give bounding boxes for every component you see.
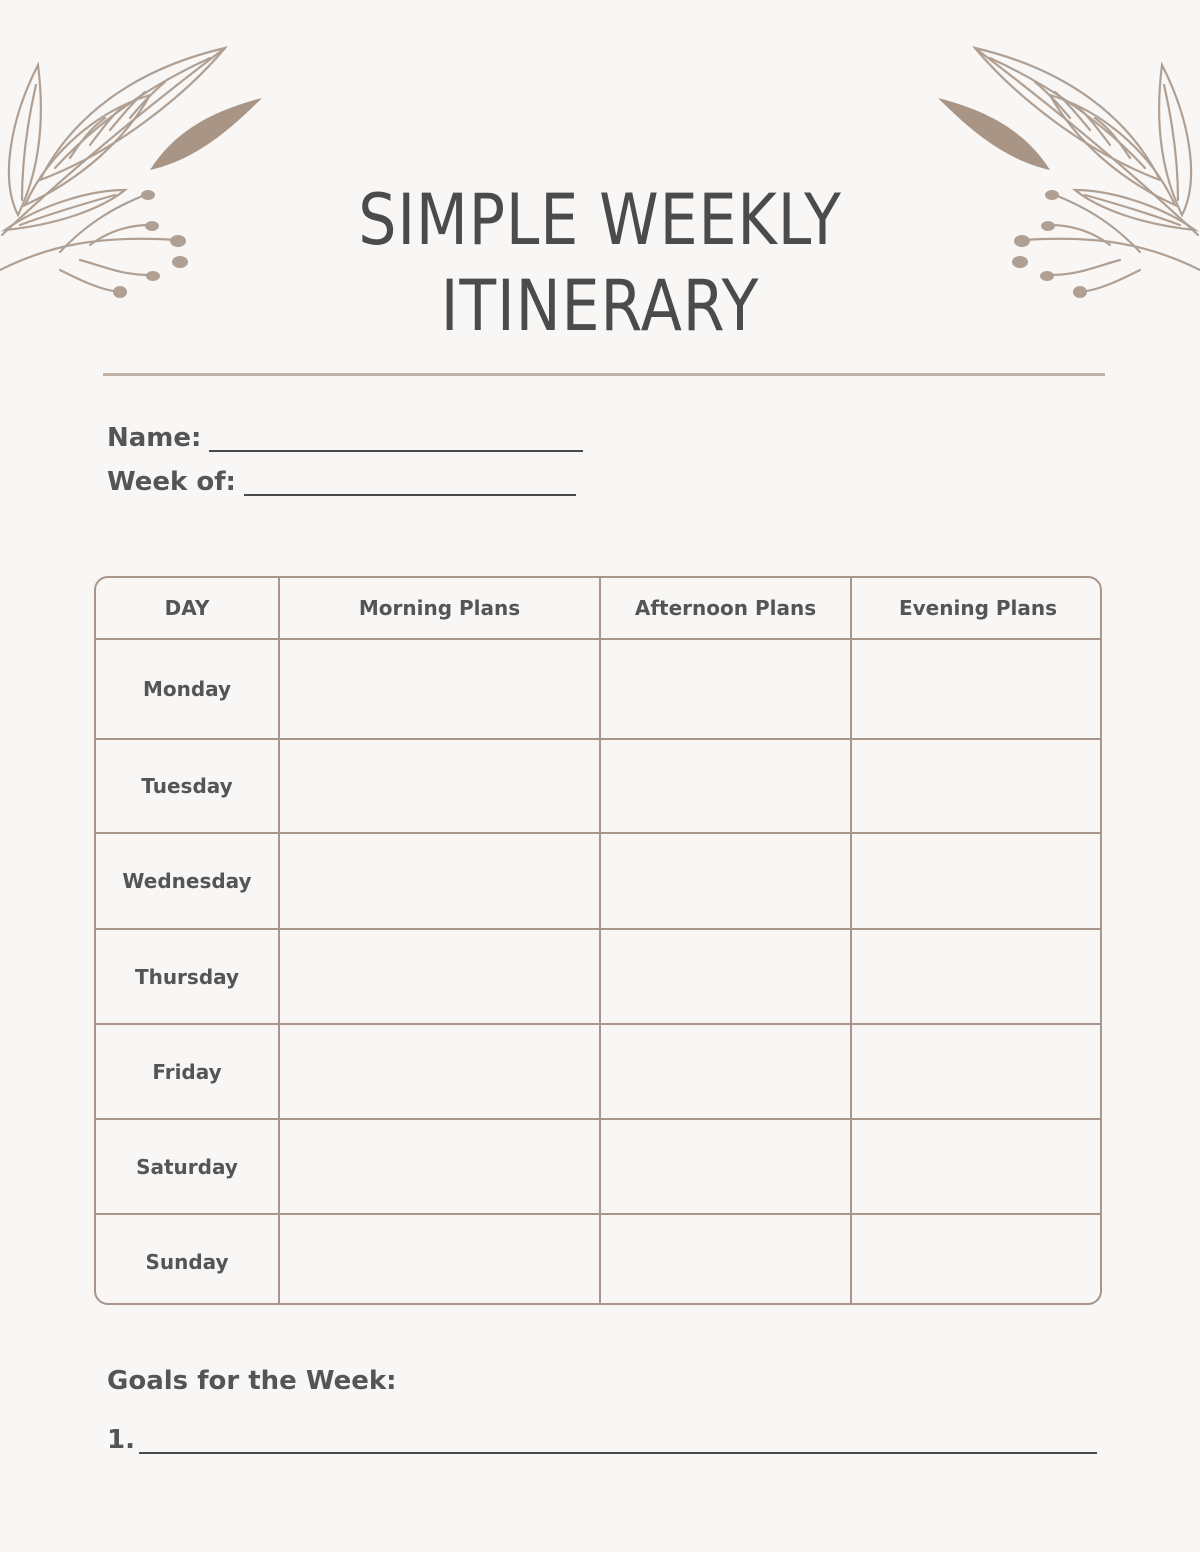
evening-cell[interactable]: [851, 1214, 1102, 1305]
name-label: Name:: [107, 423, 202, 453]
header-afternoon-plans: Afternoon Plans: [600, 578, 851, 639]
table-row: [96, 1119, 1102, 1214]
afternoon-cell[interactable]: [600, 1214, 851, 1305]
day-label: Wednesday: [96, 833, 279, 929]
table-row: [96, 739, 1102, 833]
afternoon-cell[interactable]: [600, 639, 851, 739]
morning-cell[interactable]: [279, 1024, 600, 1119]
name-input-line[interactable]: [209, 450, 583, 452]
title-divider: [103, 373, 1105, 376]
title-line-2: ITINERARY: [440, 264, 760, 347]
afternoon-cell[interactable]: [600, 1119, 851, 1214]
evening-cell[interactable]: [851, 833, 1102, 929]
morning-cell[interactable]: [279, 639, 600, 739]
afternoon-cell[interactable]: [600, 833, 851, 929]
day-label: Tuesday: [96, 739, 279, 833]
morning-cell[interactable]: [279, 1214, 600, 1305]
week-of-input-line[interactable]: [244, 494, 576, 496]
header-day: DAY: [96, 578, 279, 639]
morning-cell[interactable]: [279, 929, 600, 1024]
header-evening-plans: Evening Plans: [851, 578, 1102, 639]
afternoon-cell[interactable]: [600, 739, 851, 833]
itinerary-table: [94, 576, 1102, 1305]
day-label: Monday: [96, 639, 279, 739]
morning-cell[interactable]: [279, 833, 600, 929]
morning-cell[interactable]: [279, 739, 600, 833]
evening-cell[interactable]: [851, 1024, 1102, 1119]
day-label: Thursday: [96, 929, 279, 1024]
evening-cell[interactable]: [851, 929, 1102, 1024]
title-line-1: SIMPLE WEEKLY: [358, 178, 842, 261]
day-label: Friday: [96, 1024, 279, 1119]
header-morning-plans: Morning Plans: [279, 578, 600, 639]
goal-item[interactable]: [107, 1425, 1097, 1455]
goal-input-line[interactable]: [139, 1452, 1097, 1454]
afternoon-cell[interactable]: [600, 1024, 851, 1119]
goal-number: 1.: [107, 1425, 135, 1455]
table-row: [96, 929, 1102, 1024]
table-row: [96, 833, 1102, 929]
week-of-label: Week of:: [107, 467, 236, 497]
week-of-field[interactable]: [107, 467, 576, 497]
evening-cell[interactable]: [851, 1119, 1102, 1214]
goals-heading: Goals for the Week:: [107, 1366, 397, 1396]
afternoon-cell[interactable]: [600, 929, 851, 1024]
table-header-row: [96, 578, 1102, 639]
day-label: Sunday: [96, 1214, 279, 1305]
evening-cell[interactable]: [851, 639, 1102, 739]
table-row: [96, 1024, 1102, 1119]
page-title: [84, 177, 1116, 349]
table-row: [96, 1214, 1102, 1305]
name-field[interactable]: [107, 423, 583, 453]
morning-cell[interactable]: [279, 1119, 600, 1214]
evening-cell[interactable]: [851, 739, 1102, 833]
day-label: Saturday: [96, 1119, 279, 1214]
table-row: [96, 639, 1102, 739]
